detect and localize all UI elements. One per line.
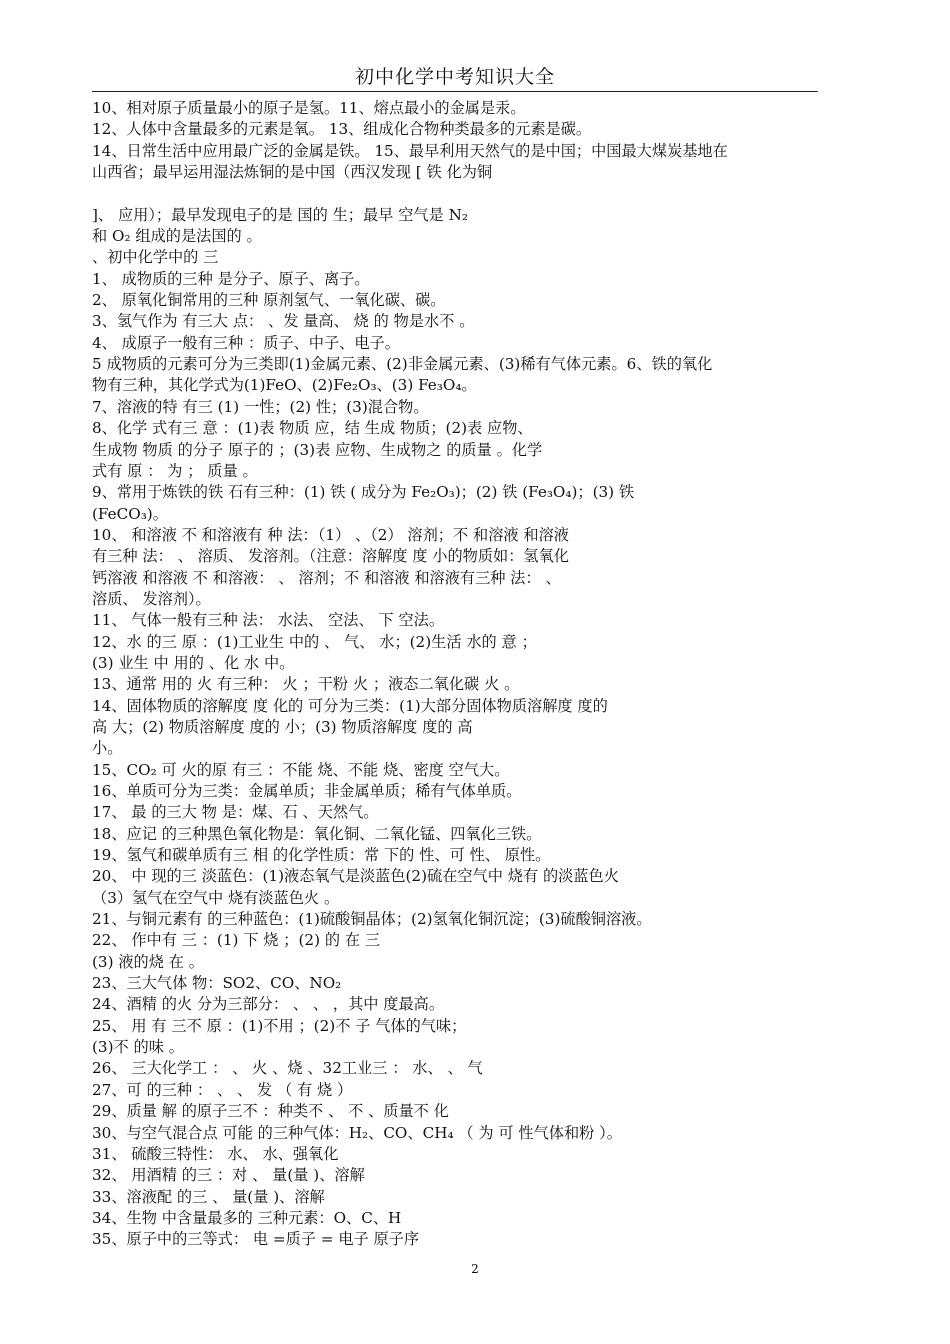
text-line: 26、 三大化学工 ： 、 火 、烧 、32工业三 ： 水、 、 气	[92, 1059, 483, 1078]
text-line: 32、 用酒精 的三 ：对 、 量(量 )、溶解	[92, 1166, 365, 1185]
text-line: 物有三种，其化学式为(1)FeO、(2)Fe₂O₃、(3) Fe₃O₄。	[92, 376, 477, 395]
text-line: 13、通常 用的 火 有三种： 火 ；干粉 火 ；液态二氧化碳 火 。	[92, 675, 520, 694]
text-line: 25、 用 有 三不 原 ：(1)不用 ；(2)不 子 气体的气味；	[92, 1016, 467, 1035]
text-line: 3、氢气作为 有三大 点： 、发 量高、 烧 的 物是水不 。	[92, 312, 475, 331]
text-line: 5 成物质的元素可分为三类即(1)金属元素、(2)非金属元素、(3)稀有气体元素。6、铁的氧化	[92, 355, 713, 374]
text-line: 15、CO₂ 可 火的原 有三 ：不能 烧、不能 烧、密度 空气大。	[92, 760, 510, 779]
page-number: 2	[471, 1262, 479, 1276]
text-line: 29、质量 解 的原子三不 ：种类不 、 不 、质量不 化	[92, 1102, 449, 1121]
text-line: 35、原子中的三等式： 电 =质子 = 电子 原子序	[92, 1230, 420, 1249]
text-line: 11、 气体一般有三种 法： 水法、 空法、 下 空法。	[92, 611, 445, 630]
text-line: 18、应记 的三种黑色氧化物是：氧化铜、二氧化锰、四氧化三铁。	[92, 824, 542, 843]
header-rule	[92, 91, 818, 92]
text-line: ]、 应用）；最早发现电子的是 国的 生；最早 空气是 N₂	[92, 205, 468, 224]
text-line: 10、 和溶液 不 和溶液有 种 法：（1） 、（2） 溶剂；不 和溶液 和溶液	[92, 525, 569, 544]
text-line: 9、常用于炼铁的铁 石有三种：(1) 铁 ( 成分为 Fe₂O₃)；(2) 铁 (Fe₃O₄)；(3) 铁	[92, 483, 635, 502]
text-line: 14、固体物质的溶解度 度 化的 可分为三类：(1)大部分固体物质溶解度 度的	[92, 696, 608, 715]
text-line: 和 O₂ 组成的是法国的 。	[92, 227, 262, 246]
text-line: (3) 液的烧 在 。	[92, 952, 204, 971]
text-line: 23、三大气体 物：SO2、CO、NO₂	[92, 974, 342, 993]
text-line: 14、日常生活中应用最广泛的金属是铁。 15、最早利用天然气的是中国；中国最大煤炭基地在	[92, 141, 728, 160]
text-line: 34、生物 中含量最多的 三种元素：O、C、H	[92, 1208, 402, 1227]
text-line: 20、 中 现的三 淡蓝色：(1)液态氧气是淡蓝色(2)硫在空气中 烧有 的淡蓝色火	[92, 867, 619, 886]
text-line: 有三种 法： 、 溶质、 发溶剂。（注意：溶解度 度 小的物质如：氢氧化	[92, 547, 569, 566]
text-line: 山西省；最早运用湿法炼铜的是中国（西汉发现 [ 铁 化为铜	[92, 163, 493, 182]
text-line: (FeCO₃)。	[92, 504, 168, 523]
text-line: 1、 成物质的三种 是分子、原子、离子。	[92, 269, 370, 288]
text-line: 22、 作中有 三 ：(1) 下 烧 ；(2) 的 在 三	[92, 931, 381, 950]
text-line: （3）氢气在空气中 烧有淡蓝色火 。	[92, 888, 340, 907]
text-line: 钙溶液 和溶液 不 和溶液： 、 溶剂；不 和溶液 和溶液有三种 法： 、	[92, 568, 561, 587]
text-line: 21、与铜元素有 的三种蓝色：(1)硫酸铜晶体；(2)氢氧化铜沉淀；(3)硫酸铜溶液。	[92, 910, 652, 929]
text-line: 12、人体中含量最多的元素是氧。 13、组成化合物种类最多的元素是碳。	[92, 120, 592, 139]
text-line: 小。	[92, 739, 123, 758]
text-line: 8、化学 式有三 意 ：(1)表 物质 应，结 生成 物质；(2)表 应物、	[92, 419, 533, 438]
text-line	[92, 183, 862, 204]
text-line: 7、溶液的特 有三 (1) 一性；(2) 性；(3)混合物。	[92, 397, 429, 416]
text-line: 溶质、 发溶剂）。	[92, 589, 211, 608]
text-line: 式有 原 ： 为 ； 质量 。	[92, 461, 258, 480]
text-line: 10、相对原子质量最小的原子是氢。11、熔点最小的金属是汞。	[92, 99, 526, 117]
text-line: 生成物 物质 的分子 原子的 ；(3)表 应物、生成物之 的质量 。化学	[92, 440, 543, 459]
text-line: 17、 最 的三大 物 是：煤、石 、天然气。	[92, 803, 379, 822]
page-title: 初中化学中考知识大全	[354, 66, 555, 88]
text-line: (3) 业生 中 用的 、化 水 中。	[92, 653, 295, 672]
text-line: 、初中化学中的 三	[92, 248, 219, 267]
text-line: 30、与空气混合点 可能 的三种气体：H₂、CO、CH₄ （ 为 可 性气体和粉 ）。	[92, 1123, 622, 1142]
text-line: 31、 硫酸三特性： 水、 水、强氧化	[92, 1144, 339, 1163]
text-line: 19、氢气和碳单质有三 相 的化学性质：常 下的 性、可 性、 原性。	[92, 846, 551, 865]
body-text	[92, 98, 862, 1251]
text-line: 33、溶液配 的三 、 量(量 )、溶解	[92, 1187, 325, 1206]
text-line: 27、可 的三种 ： 、 、 发 （ 有 烧 ）	[92, 1080, 353, 1099]
text-line: 16、单质可分为三类：金属单质；非金属单质；稀有气体单质。	[92, 782, 522, 800]
text-line: 2、 原氧化铜常用的三种 原剂氢气、一氧化碳、碳。	[92, 291, 446, 310]
text-line: 12、水 的三 原 ：(1)工业生 中的 、 气、 水；(2)生活 水的 意 ；	[92, 632, 537, 651]
text-line: (3)不 的味 。	[92, 1038, 184, 1057]
text-line: 高 大；(2) 物质溶解度 度的 小；(3) 物质溶解度 度的 高	[92, 717, 473, 736]
text-line: 24、酒精 的火 分为三部分： 、 、 ，其中 度最高。	[92, 995, 445, 1014]
text-line: 4、 成原子一般有三种 ：质子、中子、电子。	[92, 333, 400, 352]
